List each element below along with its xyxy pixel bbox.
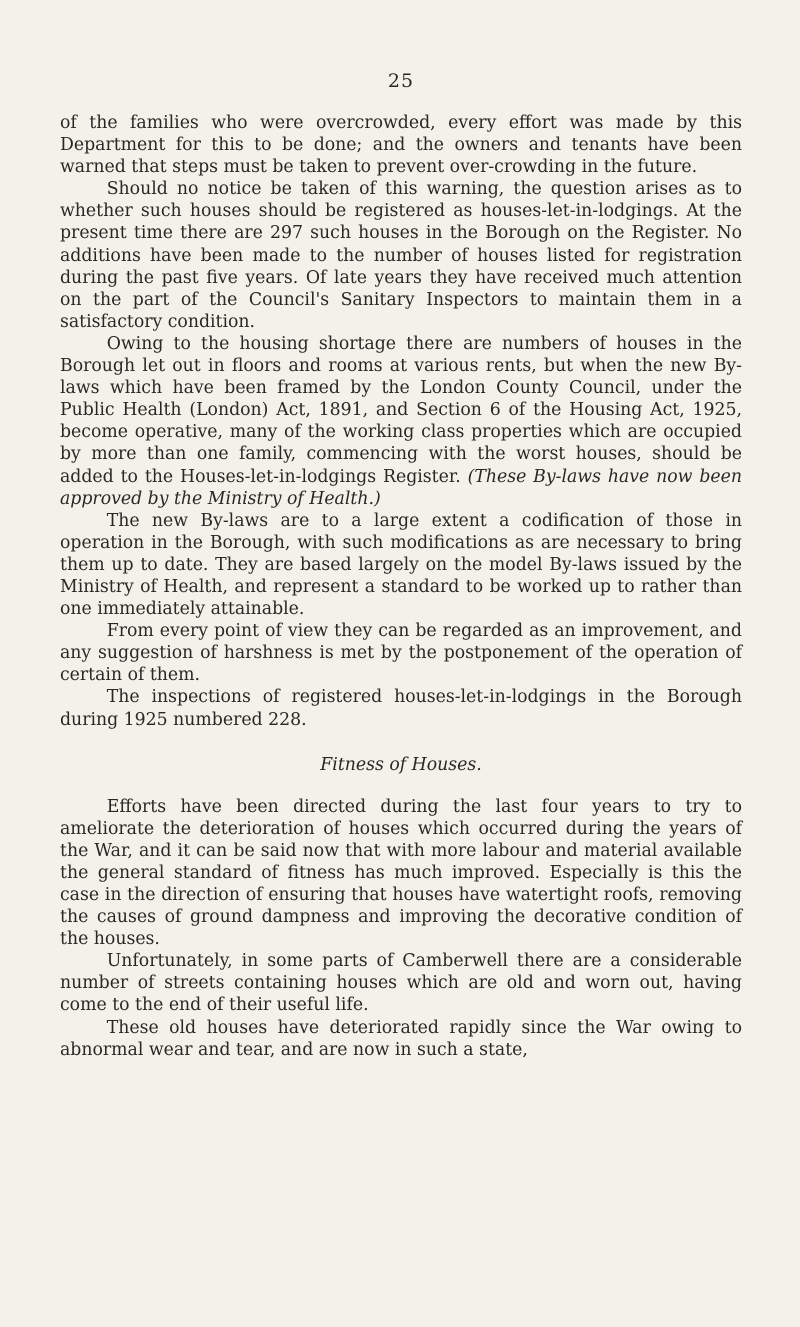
paragraph-camberwell-streets: Unfortunately, in some parts of Camberwell there are a considerable number of streets containing houses which are old and worn out, having come to the end of their useful life.	[60, 951, 742, 1016]
paragraph-housing-shortage	[60, 333, 742, 510]
document-page	[60, 70, 742, 1061]
paragraph-efforts: Efforts have been directed during the last four years to try to ameliorate the deterioration of houses which occurred during the years of the War, and it can be said now that with more labour and material available the general standard of fitness has much improved. Especially is this the case in the direction of ensuring that houses have watertight roofs, removing the causes of ground dampness and improving the decorative condition of the houses.	[60, 796, 742, 950]
bylaws-paragraph-text: Owing to the housing shortage there are numbers of houses in the Borough let out in floors and rooms at various rents, but when the new By-laws which have been framed by the London County Council, under the Public Health (London) Act, 1891, and Section 6 of the Housing Act, 1925, become operative, many of the working class properties which are occupied by more than one family, commencing with the worst houses, should be added to the Houses-let-in-lodgings Register.	[60, 333, 742, 487]
paragraph-inspections: The inspections of registered houses-let-in-lodgings in the Borough during 1925 numbered 228.	[60, 687, 742, 730]
paragraph-overcrowded-families: of the families who were overcrowded, every effort was made by this Department for this to be done; and the owners and tenants have been warned that steps must be taken to prevent over-crowding in the future.	[60, 113, 742, 178]
paragraph-improvement: From every point of view they can be regarded as an improvement, and any suggestion of harshness is met by the postponement of the operation of certain of them.	[60, 621, 742, 686]
page-number: 25	[387, 70, 415, 92]
paragraph-old-houses: These old houses have deteriorated rapidly since the War owing to abnormal wear and tear, and are now in such a state,	[60, 1017, 742, 1060]
paragraph-new-bylaws: The new By-laws are to a large extent a codification of those in operation in the Borough, with such modifications as are necessary to bring them up to date. They are based largely on the model By-laws issued by the Ministry of Health, and represent a standard to be worked up to rather than one immediately attainable.	[60, 510, 742, 620]
bylaws-approval-note: (These By-laws have now been approved by the Ministry of Health.)	[60, 466, 742, 509]
paragraph-registration-question: Should no notice be taken of this warning, the question arises as to whether such houses should be registered as houses-let-in-lodgings. At the present time there are 297 such houses in the Borough on the Register. No additions have been made to the number of houses listed for registration during the past five years. Of late years they have received much attention on the part of the Council's Sanitary Inspectors to maintain them in a satisfactory condition.	[60, 179, 742, 332]
section-heading: Fitness of Houses.	[320, 754, 482, 775]
